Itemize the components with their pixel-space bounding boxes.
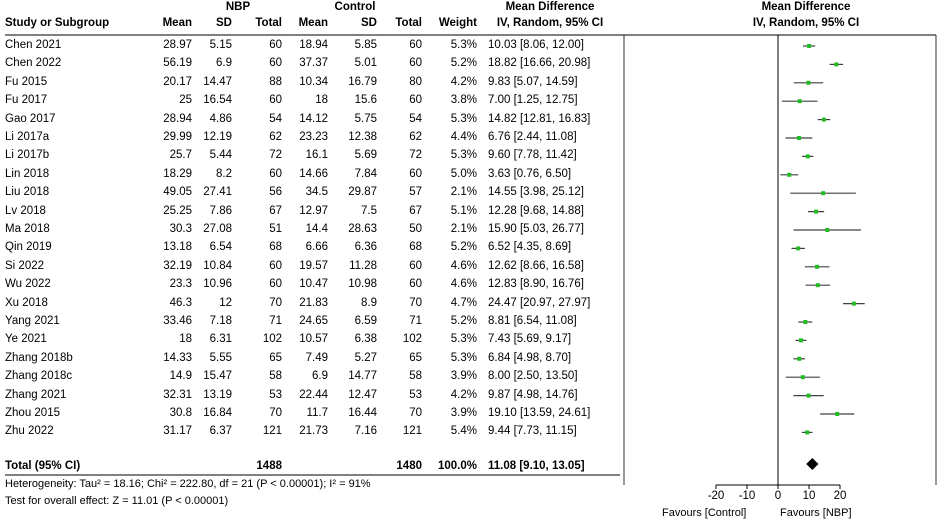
plot-subtitle: IV, Random, 95% CI (752, 17, 860, 29)
control-sd: 12.47 (348, 388, 377, 401)
favours-left-label: Favours [Control] (662, 507, 747, 519)
nbp-sd: 5.15 (209, 39, 232, 51)
weight: 5.3% (450, 39, 477, 51)
mean-difference-ci: 9.44 [7.73, 11.15] (488, 425, 577, 438)
control-sd: 28.63 (348, 223, 377, 235)
nbp-mean: 23.3 (169, 278, 192, 291)
nbp-total: 54 (269, 112, 282, 125)
control-sd: 7.16 (354, 425, 377, 438)
control-sd: 10.98 (348, 278, 377, 291)
control-sd: 5.69 (354, 149, 377, 162)
study-name: Gao 2017 (5, 112, 56, 125)
control-sd: 6.59 (354, 315, 377, 327)
nbp-sd: 15.47 (203, 370, 232, 383)
mean-difference-ci: 8.81 [6.54, 11.08] (488, 315, 577, 327)
nbp-mean: 31.17 (163, 425, 192, 438)
control-mean: 34.5 (305, 186, 328, 199)
nbp-mean: 30.3 (169, 223, 192, 235)
study-name: Zhu 2022 (5, 425, 54, 438)
control-total: 80 (409, 75, 422, 88)
weight: 5.4% (450, 425, 477, 438)
study-name: Zhang 2018c (5, 370, 73, 383)
nbp-mean: 18 (179, 333, 192, 346)
nbp-mean: 25.25 (163, 204, 192, 217)
study-point (834, 62, 838, 66)
weight: 5.3% (450, 149, 477, 162)
nbp-mean: 20.17 (163, 75, 192, 88)
study-point (835, 412, 839, 416)
nbp-sd: 5.44 (209, 149, 232, 162)
nbp-mean: 32.31 (163, 388, 192, 401)
study-name: Qin 2019 (5, 241, 52, 254)
study-point (821, 191, 825, 195)
mean-difference-ci: 10.03 [8.06, 12.00] (488, 39, 584, 51)
nbp-sd: 16.84 (203, 407, 232, 419)
nbp-total: 56 (269, 186, 282, 199)
control-total: 60 (409, 278, 422, 291)
control-mean: 22.44 (299, 388, 328, 401)
control-sd: 5.01 (354, 57, 377, 70)
mean-difference-ci: 9.83 [5.07, 14.59] (488, 75, 578, 88)
total-ci: 11.08 [9.10, 13.05] (488, 460, 585, 472)
nbp-total: 58 (269, 370, 282, 383)
x-tick-label: 20 (833, 490, 847, 502)
group1-header: NBP (225, 1, 251, 13)
study-point (852, 302, 856, 306)
nbp-total: 60 (269, 94, 282, 107)
control-total: 60 (409, 259, 422, 272)
study-name: Li 2017a (5, 131, 50, 143)
mean-difference-ci: 7.00 [1.25, 12.75] (488, 94, 578, 107)
study-point (807, 394, 811, 398)
control-mean: 21.73 (299, 425, 328, 438)
control-mean: 16.1 (305, 149, 328, 162)
mean-difference-ci: 12.62 [8.66, 16.58] (488, 259, 584, 272)
control-mean: 10.34 (299, 75, 328, 88)
nbp-sd: 27.08 (203, 223, 232, 235)
mean-difference-ci: 14.82 [12.81, 16.83] (488, 112, 591, 125)
group2-header: Control (334, 1, 376, 13)
nbp-total: 53 (269, 388, 282, 401)
nbp-mean: 30.8 (169, 407, 192, 419)
nbp-mean: 14.33 (163, 351, 192, 364)
control-total: 58 (409, 370, 422, 383)
mean-difference-ci: 6.76 [2.44, 11.08] (488, 131, 577, 143)
weight: 3.8% (450, 94, 477, 107)
sd2-header: SD (361, 17, 377, 29)
study-name: Yang 2021 (5, 315, 60, 327)
weight-header: Weight (438, 17, 477, 29)
control-total: 68 (409, 241, 422, 254)
study-point (799, 338, 803, 342)
control-total: 102 (402, 333, 422, 346)
study-name: Chen 2022 (5, 57, 62, 70)
total-n2: 1480 (396, 460, 422, 472)
total-label: Total (95% CI) (5, 460, 81, 472)
nbp-sd: 10.96 (203, 278, 232, 291)
weight: 4.6% (450, 278, 477, 291)
control-sd: 8.9 (361, 296, 377, 309)
control-sd: 5.27 (354, 351, 377, 364)
nbp-mean: 25 (179, 94, 192, 107)
heterogeneity-text: Heterogeneity: Tau² = 18.16; Chi² = 222.80, df = 21 (P < 0.00001); I² = 91% (5, 478, 371, 490)
nbp-total: 60 (269, 57, 282, 70)
mean-difference-ci: 24.47 [20.97, 27.97] (488, 296, 591, 309)
study-name: Xu 2018 (5, 296, 48, 309)
study-point (801, 375, 805, 379)
control-total: 60 (409, 39, 422, 51)
study-point (797, 136, 801, 140)
weight: 5.3% (450, 112, 477, 125)
nbp-total: 67 (269, 204, 282, 217)
study-name: Fu 2015 (5, 75, 48, 88)
control-total: 70 (409, 407, 422, 419)
weight: 4.2% (450, 75, 477, 88)
study-name: Zhang 2018b (5, 351, 73, 364)
control-mean: 11.7 (306, 407, 328, 419)
nbp-sd: 6.54 (209, 241, 232, 254)
nbp-sd: 12 (219, 296, 232, 309)
nbp-sd: 6.31 (209, 333, 232, 346)
mean-difference-ci: 7.43 [5.69, 9.17] (488, 333, 572, 346)
study-point (816, 283, 820, 287)
study-point (805, 430, 809, 434)
study-name: Fu 2017 (5, 94, 48, 107)
study-header: Study or Subgroup (5, 17, 110, 29)
nbp-mean: 49.05 (163, 186, 192, 199)
control-sd: 7.5 (361, 204, 377, 217)
mean2-header: Mean (298, 17, 328, 29)
nbp-mean: 18.29 (163, 167, 192, 180)
study-point (825, 228, 829, 232)
weight: 5.0% (450, 167, 477, 180)
nbp-total: 60 (269, 167, 282, 180)
control-mean: 7.49 (305, 351, 328, 364)
weight: 5.2% (450, 57, 477, 70)
nbp-mean: 13.18 (163, 241, 192, 254)
mean-difference-ci: 6.84 [4.98, 8.70] (488, 351, 572, 364)
study-name: Zhang 2021 (5, 388, 67, 401)
control-total: 57 (409, 186, 422, 199)
mean-difference-ci: 9.60 [7.78, 11.42] (488, 149, 577, 162)
control-mean: 12.97 (299, 204, 328, 217)
md-column-subtitle: IV, Random, 95% CI (496, 17, 604, 29)
study-point (815, 265, 819, 269)
sd1-header: SD (216, 17, 232, 29)
control-mean: 18 (315, 94, 328, 107)
nbp-sd: 5.55 (209, 351, 232, 364)
nbp-sd: 14.47 (203, 75, 232, 88)
x-tick-label: -10 (738, 490, 756, 502)
nbp-total: 102 (262, 333, 282, 346)
weight: 4.6% (450, 259, 477, 272)
control-sd: 16.79 (348, 75, 377, 88)
weight: 2.1% (450, 186, 477, 199)
weight: 4.2% (450, 388, 477, 401)
control-sd: 5.85 (354, 39, 377, 51)
nbp-mean: 46.3 (169, 296, 192, 309)
control-total: 60 (409, 94, 422, 107)
x-tick-label: 0 (774, 490, 782, 502)
study-point (822, 118, 826, 122)
weight: 5.3% (450, 333, 477, 346)
nbp-sd: 8.2 (216, 167, 232, 180)
control-mean: 6.9 (312, 370, 328, 383)
control-mean: 24.65 (299, 315, 328, 327)
plot-title: Mean Difference (761, 1, 851, 13)
nbp-total: 121 (262, 425, 282, 438)
weight: 5.1% (450, 204, 477, 217)
study-name: Si 2022 (5, 259, 45, 272)
nbp-total: 70 (269, 407, 282, 419)
nbp-mean: 32.19 (163, 259, 192, 272)
control-mean: 21.83 (299, 296, 328, 309)
total-weight: 100.0% (437, 460, 477, 472)
nbp-total: 65 (269, 351, 282, 364)
nbp-sd: 27.41 (203, 186, 232, 199)
control-mean: 10.57 (299, 333, 328, 346)
study-point (806, 81, 810, 85)
control-sd: 29.87 (348, 186, 377, 199)
mean-difference-ci: 8.00 [2.50, 13.50] (488, 370, 578, 383)
mean-difference-ci: 3.63 [0.76, 6.50] (488, 167, 572, 180)
mean1-header: Mean (162, 17, 192, 29)
mean-difference-ci: 19.10 [13.59, 24.61] (488, 407, 591, 419)
nbp-sd: 16.54 (203, 94, 232, 107)
mean-difference-ci: 9.87 [4.98, 14.76] (488, 388, 578, 401)
nbp-sd: 7.86 (209, 204, 232, 217)
control-total: 71 (409, 315, 422, 327)
control-sd: 15.6 (354, 94, 377, 107)
study-point (798, 99, 802, 103)
nbp-sd: 4.86 (209, 112, 232, 125)
control-total: 53 (409, 388, 422, 401)
nbp-mean: 14.9 (169, 370, 192, 383)
study-name: Ma 2018 (5, 223, 50, 235)
control-total: 121 (402, 425, 422, 438)
mean-difference-ci: 15.90 [5.03, 26.77] (488, 223, 584, 235)
nbp-total: 60 (269, 259, 282, 272)
nbp-total: 60 (269, 278, 282, 291)
control-sd: 6.38 (354, 333, 377, 346)
mean-difference-ci: 14.55 [3.98, 25.12] (488, 186, 584, 199)
study-name: Ye 2021 (5, 333, 47, 346)
nbp-mean: 25.7 (169, 149, 192, 162)
study-point (787, 173, 791, 177)
mean-difference-ci: 6.52 [4.35, 8.69] (488, 241, 572, 254)
control-mean: 14.4 (305, 223, 328, 235)
nbp-total: 72 (269, 149, 282, 162)
weight: 2.1% (450, 223, 477, 235)
x-tick-label: 10 (802, 490, 816, 502)
control-mean: 10.47 (299, 278, 328, 291)
nbp-sd: 12.19 (203, 131, 232, 143)
study-point (803, 320, 807, 324)
nbp-sd: 6.9 (216, 57, 232, 70)
nbp-total: 71 (269, 315, 282, 327)
nbp-total: 70 (269, 296, 282, 309)
study-name: Zhou 2015 (5, 407, 60, 419)
control-sd: 6.36 (354, 241, 377, 254)
weight: 5.2% (450, 315, 477, 327)
nbp-mean: 28.94 (163, 112, 192, 125)
total-n1: 1488 (256, 460, 282, 472)
study-name: Liu 2018 (5, 186, 50, 199)
nbp-total: 68 (269, 241, 282, 254)
control-mean: 18.94 (299, 39, 328, 51)
nbp-total: 62 (269, 131, 282, 143)
study-name: Wu 2022 (5, 278, 51, 291)
mean-difference-ci: 12.28 [9.68, 14.88] (488, 204, 584, 217)
nbp-total: 88 (269, 75, 282, 88)
study-point (806, 154, 810, 158)
control-total: 65 (409, 351, 422, 364)
study-point (814, 210, 818, 214)
control-mean: 14.12 (299, 112, 328, 125)
weight: 5.2% (450, 241, 477, 254)
control-sd: 14.77 (348, 370, 377, 383)
control-mean: 37.37 (299, 57, 328, 70)
study-name: Li 2017b (5, 149, 50, 162)
nbp-mean: 28.97 (163, 39, 192, 51)
nbp-sd: 7.18 (209, 315, 232, 327)
mean-difference-ci: 18.82 [16.66, 20.98] (488, 57, 591, 70)
control-total: 72 (409, 149, 422, 162)
control-total: 54 (409, 112, 422, 125)
weight: 3.9% (450, 407, 477, 419)
mean-difference-ci: 12.83 [8.90, 16.76] (488, 278, 584, 291)
nbp-mean: 56.19 (163, 57, 192, 70)
study-name: Lv 2018 (5, 204, 46, 217)
nbp-total: 51 (269, 223, 282, 235)
nbp-sd: 13.19 (203, 388, 232, 401)
total1-header: Total (255, 17, 282, 29)
weight: 5.3% (450, 351, 477, 364)
x-tick-label: -20 (707, 490, 725, 502)
study-point (796, 246, 800, 250)
study-point (807, 44, 811, 48)
control-sd: 16.44 (348, 407, 377, 419)
control-total: 50 (409, 223, 422, 235)
study-name: Lin 2018 (5, 167, 50, 180)
control-total: 60 (409, 167, 422, 180)
control-total: 62 (409, 131, 422, 143)
pooled-estimate-diamond (806, 458, 818, 470)
control-total: 60 (409, 57, 422, 70)
nbp-total: 60 (269, 39, 282, 51)
weight: 4.7% (450, 296, 477, 309)
control-mean: 6.66 (305, 241, 328, 254)
study-point (797, 357, 801, 361)
control-total: 67 (409, 204, 422, 217)
nbp-mean: 29.99 (163, 131, 192, 143)
control-total: 70 (409, 296, 422, 309)
weight: 4.4% (450, 131, 477, 143)
control-sd: 11.28 (349, 259, 377, 272)
weight: 3.9% (450, 370, 477, 383)
total2-header: Total (395, 17, 422, 29)
control-mean: 23.23 (299, 131, 328, 143)
study-name: Chen 2021 (5, 39, 62, 51)
favours-right-label: Favours [NBP] (780, 507, 852, 519)
control-mean: 14.66 (299, 167, 328, 180)
md-column-title: Mean Difference (505, 1, 595, 13)
nbp-sd: 6.37 (209, 425, 232, 438)
control-sd: 12.38 (348, 131, 377, 143)
nbp-sd: 10.84 (203, 259, 232, 272)
nbp-mean: 33.46 (163, 315, 192, 327)
control-sd: 5.75 (354, 112, 377, 125)
control-mean: 19.57 (299, 259, 328, 272)
control-sd: 7.84 (354, 167, 377, 180)
overall-effect-text: Test for overall effect: Z = 11.01 (P < 0.00001) (5, 495, 229, 507)
